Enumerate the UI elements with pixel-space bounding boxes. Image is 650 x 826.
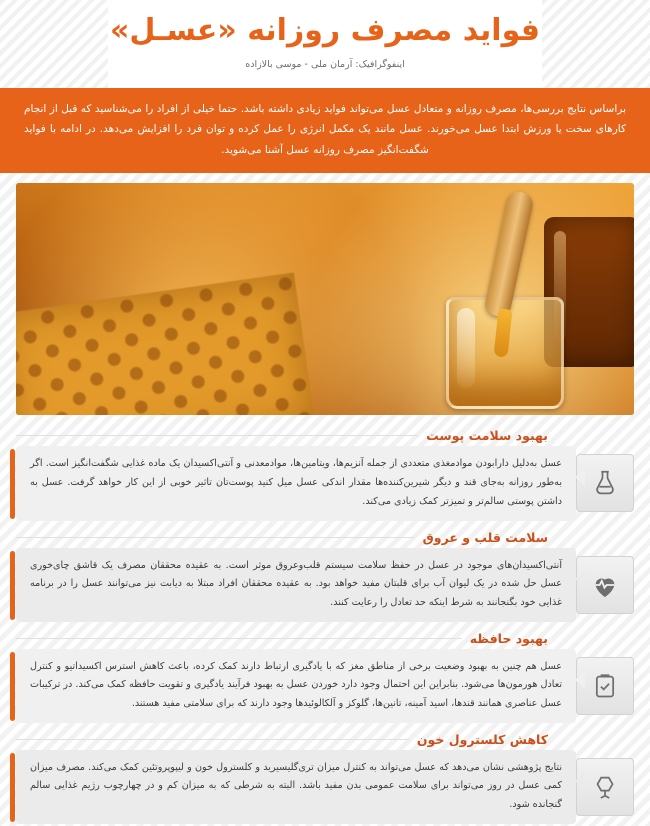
intro-band: [0, 88, 650, 173]
divider: [16, 537, 415, 538]
section-header: [16, 428, 634, 443]
header: [0, 0, 650, 88]
section-header: [16, 530, 634, 545]
divider: [16, 638, 462, 639]
section-text: عسل به‌دلیل دارابودن موادمغذی متعددی از جمله آنزیم‌ها، ویتامین‌ها، موادمعدنی و آنتی‌اکسیدان یک ماده غذایی شگفت‌انگیز است. اگر به‌طور روزانه به‌جای قند و دیگر شیرین‌کننده‌ها مقدار اندکی عسل میل کنید پوست‌تان تاثیر خوبی از این کار خواهد گرفت. عسل به داشتن پوستی سالم‌تر و تمیزتر کمک زیادی می‌کند.: [16, 446, 576, 520]
hatch-decor-left: [0, 0, 108, 88]
section-title: سلامت قلب و عروق: [422, 529, 548, 545]
intro-text: براساس نتایج بررسی‌ها، مصرف روزانه و متعادل عسل می‌تواند فواید زیادی داشته باشد. حتما خیلی از افراد را می‌شناسید که قبل از انجام کارهای سخت یا ورزش ابتدا عسل می‌خورند. عسل مانند یک مکمل انرژی را عمل کرده و توان فرد را افزایش می‌دهد. در ادامه با فواید شگفت‌انگیز مصرف روزانه عسل آشنا می‌شوید.: [24, 103, 626, 156]
section-text: عسل هم چنین به بهبود وضعیت برخی از مناطق مغز که با یادگیری ارتباط دارند کمک کرده، باعث کاهش استرس اکسیداتیو و کنترل تعادل هورمون‌ها می‌شود. بنابراین این احتمال وجود دارد خوردن عسل به بهبود فرآیند یادگیری و تقویت حافظه کمک می‌کند. در ترکیبات عسل عناصری همانند قندها، اسید آمینه، تانین‌ها، گلوکز و آلکالوئیدها وجود دارند که برای سلامتی مفید هستند.: [16, 649, 576, 723]
accent-bar: [10, 449, 15, 518]
accent-bar: [10, 652, 15, 721]
benefit-section-heart: [0, 525, 650, 626]
section-header: [16, 732, 634, 747]
divider: [16, 739, 409, 740]
benefit-sections: [0, 415, 650, 826]
section-body: [16, 548, 634, 622]
divider: [16, 435, 418, 436]
section-title: کاهش کلسترول خون: [416, 731, 548, 747]
hatch-decor-right: [542, 0, 650, 88]
page-title: فواید مصرف روزانه «عسـل»: [109, 13, 541, 48]
accent-bar: [10, 551, 15, 620]
accent-bar: [10, 753, 15, 822]
benefit-section-skin: [0, 423, 650, 524]
section-text: آنتی‌اکسیدان‌های موجود در عسل در حفظ سلامت سیستم قلب‌وعروق موثر است. به عقیده محققان مصرف یک قاشق چای‌خوری عسل حل شده در یک لیوان آب برای قلبتان مفید خواهد بود. به عقیده محققان افراد مبتلا به دیابت نیز می‌توانند عسل را در برنامه غذایی خود بگنجانند به شرط اینکه حد تعادل را رعایت کنند.: [16, 548, 576, 622]
section-header: [16, 631, 634, 646]
hero-image: [16, 183, 634, 415]
benefit-section-cholesterol: [0, 727, 650, 826]
section-body: [16, 649, 634, 723]
section-body: [16, 446, 634, 520]
section-title: بهبود سلامت پوست: [426, 428, 548, 444]
benefit-section-memory: [0, 626, 650, 727]
section-body: [16, 750, 634, 824]
section-text: نتایج پژوهشی نشان می‌دهد که عسل می‌تواند به کنترل میزان تری‌گلیسیرید و کلسترول خون و لیپوپروتئین کمک می‌کند. مصرف میزان کمی عسل در روز می‌تواند برای سلامت عمومی بدن مفید باشد. البته به شرطی که به میزان کم و در چهارچوب رژیم غذایی سالم گنجانده شود.: [16, 750, 576, 824]
section-title: بهبود حافظه: [469, 630, 548, 646]
credits-line: اینفوگرافیک: آرمان ملی - موسی بالازاده: [245, 58, 405, 70]
